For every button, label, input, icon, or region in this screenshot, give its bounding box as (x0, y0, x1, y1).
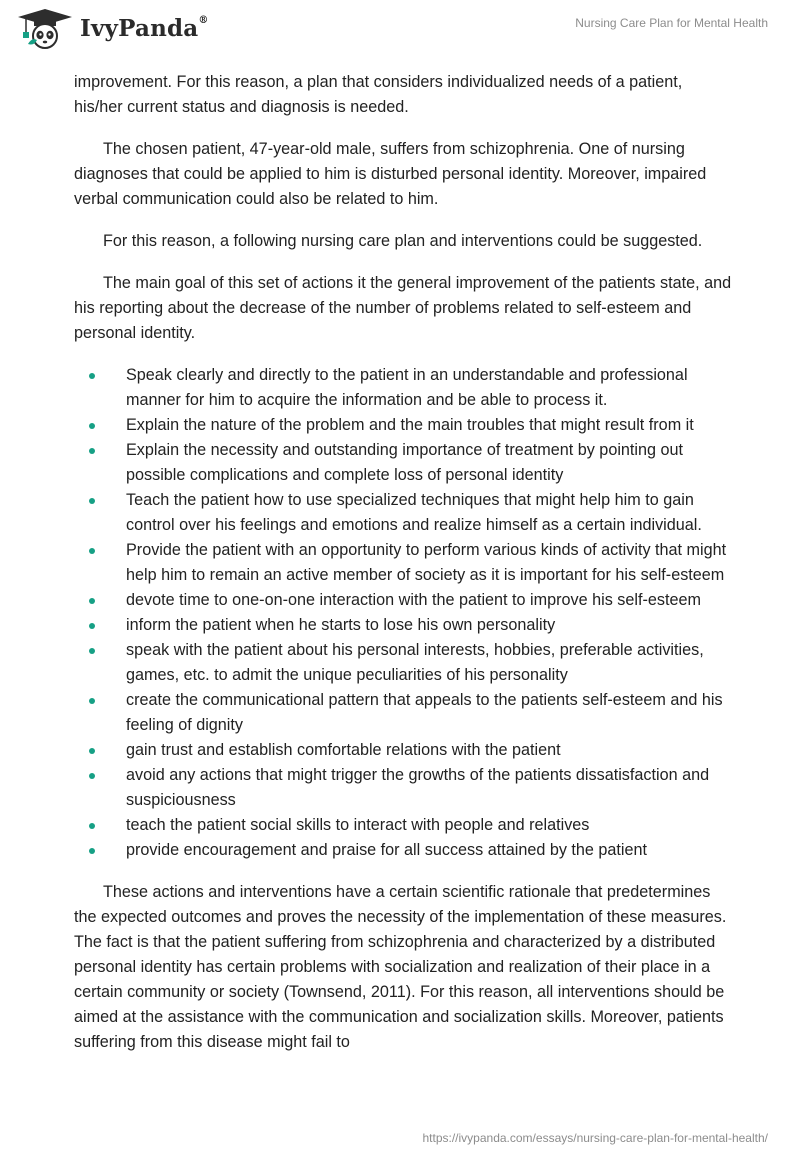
bullet-icon (89, 498, 95, 504)
list-item: teach the patient social skills to interact with people and relatives (74, 813, 734, 838)
list-item: devote time to one-on-one interaction with the patient to improve his self-esteem (74, 588, 734, 613)
bullet-icon (89, 848, 95, 854)
list-item: inform the patient when he starts to lose his own personality (74, 613, 734, 638)
bullet-icon (89, 648, 95, 654)
essay-body (74, 70, 734, 1072)
list-item: speak with the patient about his personal interests, hobbies, preferable activities, games, etc. to admit the unique peculiarities of his personality (74, 638, 734, 688)
bullet-icon (89, 548, 95, 554)
paragraph: For this reason, a following nursing care plan and interventions could be suggested. (103, 232, 703, 250)
source-url[interactable]: https://ivypanda.com/essays/nursing-care-plan-for-mental-health/ (422, 1131, 768, 1145)
bullet-icon (89, 423, 95, 429)
bullet-icon (89, 448, 95, 454)
bullet-icon (89, 748, 95, 754)
list-item: create the communicational pattern that appeals to the patients self-esteem and his feeling of dignity (74, 688, 734, 738)
paragraph: The chosen patient, 47-year-old male, suffers from schizophrenia. One of nursing diagnoses that could be applied to him is disturbed personal identity. Moreover, impaired verbal communication could also be related to him. (74, 140, 707, 208)
bullet-icon (89, 373, 95, 379)
bullet-icon (89, 698, 95, 704)
brand-name: IvyPanda® (80, 14, 209, 42)
list-item: Explain the nature of the problem and the main troubles that might result from it (74, 413, 734, 438)
paragraph: The main goal of this set of actions it the general improvement of the patients state, and his reporting about the decrease of the number of problems related to self-esteem and personal identity. (74, 274, 732, 342)
bullet-icon (89, 773, 95, 779)
bullet-icon (89, 823, 95, 829)
list-item: provide encouragement and praise for all success attained by the patient (74, 838, 734, 863)
list-item: Speak clearly and directly to the patient in an understandable and professional manner for him to acquire the information and be able to process it. (74, 363, 734, 413)
intervention-list (74, 363, 734, 863)
list-item: Teach the patient how to use specialized techniques that might help him to gain control over his feelings and emotions and realize himself as a certain individual. (74, 488, 734, 538)
page-header (0, 0, 800, 70)
list-item: gain trust and establish comfortable relations with the patient (74, 738, 734, 763)
bullet-icon (89, 623, 95, 629)
list-item: Provide the patient with an opportunity to perform various kinds of activity that might help him to remain an active member of society as it is important for his self-esteem (74, 538, 734, 588)
paragraph: These actions and interventions have a certain scientific rationale that predetermines the expected outcomes and proves the necessity of the implementation of these measures. The fact is that the patient suffering from schizophrenia and characterized by a distributed personal identity has certain problems with socialization and realization of their place in a certain community or society (Townsend, 2011). For this reason, all interventions should be aimed at the assistance with the communication and socialization skills. Moreover, patients suffering from this disease might fail to (74, 883, 727, 1051)
list-item: Explain the necessity and outstanding importance of treatment by pointing out possible complications and complete loss of personal identity (74, 438, 734, 488)
panda-graduate-icon (14, 6, 76, 50)
list-item: avoid any actions that might trigger the growths of the patients dissatisfaction and suspiciousness (74, 763, 734, 813)
bullet-icon (89, 598, 95, 604)
document-title: Nursing Care Plan for Mental Health (575, 16, 768, 30)
logo[interactable] (14, 6, 209, 50)
paragraph: improvement. For this reason, a plan that considers individualized needs of a patient, his/her current status and diagnosis is needed. (74, 73, 683, 116)
